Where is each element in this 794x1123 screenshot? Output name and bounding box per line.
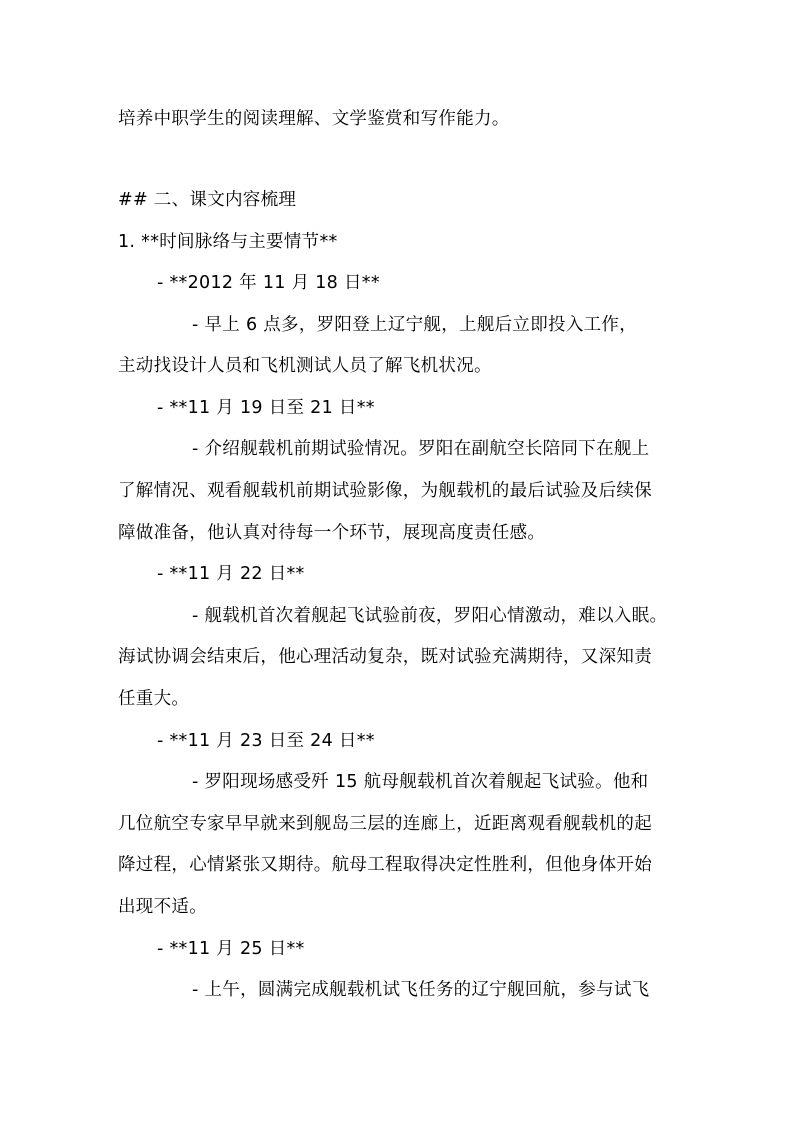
paragraph-line: - 介绍舰载机前期试验情况。罗阳在副航空长陪同下在舰上 [192,439,650,459]
paragraph-line: 降过程，心情紧张又期待。航母工程取得决定性胜利，但他身体开始 [118,855,652,875]
paragraph-line: 任重大。 [118,689,190,709]
paragraph-line: - 早上 6 点多，罗阳登上辽宁舰，上舰后立即投入工作， [192,315,638,335]
paragraph-line: 海试协调会结束后，他心理活动复杂，既对试验充满期待，又深知责 [118,647,652,667]
paragraph-line: - 上午，圆满完成舰载机试飞任务的辽宁舰回航，参与试飞 [192,980,650,1000]
date-heading-nov-23-24: - **11 月 23 日至 24 日** [157,731,375,751]
date-heading-nov-25: - **11 月 25 日** [157,939,305,959]
date-heading-nov-22: - **11 月 22 日** [157,564,305,584]
paragraph-line: - 罗阳现场感受歼 15 航母舰载机首次着舰起飞试验。他和 [192,772,649,792]
paragraph-line: 出现不适。 [118,897,207,917]
paragraph-line: 主动找设计人员和飞机测试人员了解飞机状况。 [118,356,492,376]
section-heading: ## 二、课文内容梳理 [118,190,297,210]
paragraph-line: - 舰载机首次着舰起飞试验前夜，罗阳心情激动，难以入眠。 [192,606,668,626]
numbered-item-title: 1. **时间脉络与主要情节** [118,232,338,252]
intro-text-line: 培养中职学生的阅读理解、文学鉴赏和写作能力。 [118,109,510,129]
date-heading-nov-19-21: - **11 月 19 日至 21 日** [157,398,375,418]
paragraph-line: 几位航空专家早早就来到舰岛三层的连廊上，近距离观看舰载机的起 [118,814,652,834]
date-heading-nov-18: - **2012 年 11 月 18 日** [157,273,380,293]
paragraph-line: 障做准备，他认真对待每一个环节，展现高度责任感。 [118,523,546,543]
paragraph-line: 了解情况、观看舰载机前期试验影像，为舰载机的最后试验及后续保 [118,481,652,501]
